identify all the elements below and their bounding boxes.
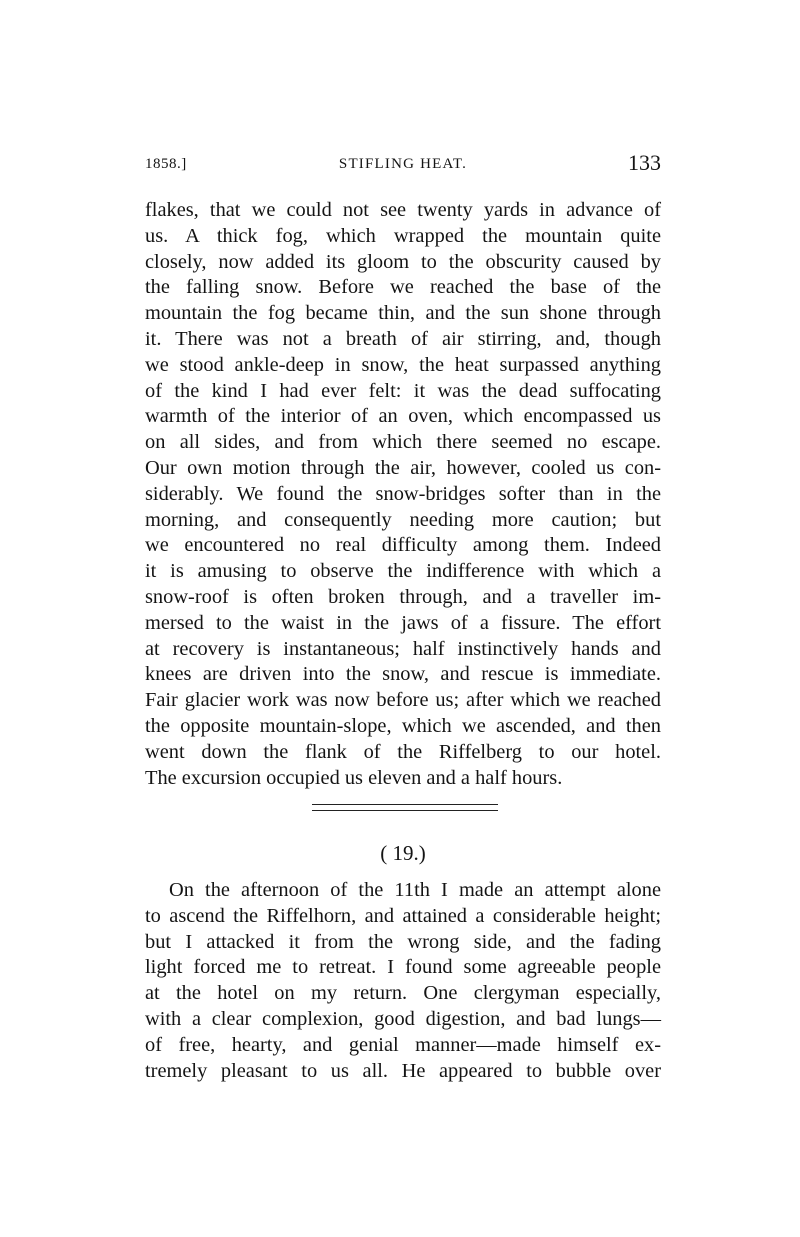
text-line: the opposite mountain-slope, which we ascended, and then <box>145 714 661 737</box>
running-head-year: 1858.] <box>145 156 187 172</box>
text-line: tremely pleasant to us all. He appeared to bubble over <box>145 1059 661 1082</box>
text-line: of free, hearty, and genial manner—made himself ex- <box>145 1033 661 1056</box>
text-line: it. There was not a breath of air stirring, and, though <box>145 327 661 350</box>
text-line: mountain the fog became thin, and the sun shone through <box>145 302 661 325</box>
text-line: the falling snow. Before we reached the base of the <box>145 276 661 299</box>
running-head <box>145 150 661 180</box>
text-line: with a clear complexion, good digestion, and bad lungs— <box>145 1007 661 1030</box>
text-line: siderably. We found the snow-bridges softer than in the <box>145 482 661 505</box>
text-line: but I attacked it from the wrong side, and the fading <box>145 930 661 953</box>
paragraph-continued <box>145 198 661 791</box>
text-line-last: The excursion occupied us eleven and a half hours. <box>145 766 563 789</box>
text-line: us. A thick fog, which wrapped the mountain quite <box>145 224 661 247</box>
section-divider-rule <box>312 804 498 811</box>
text-line: snow-roof is often broken through, and a traveller im- <box>145 585 661 608</box>
section-number: ( 19.) <box>380 841 426 865</box>
text-line: on all sides, and from which there seemed no escape. <box>145 431 661 454</box>
text-line: flakes, that we could not see twenty yards in advance of <box>145 199 661 221</box>
running-head-title: STIFLING HEAT. <box>338 156 468 172</box>
text-line: at recovery is instantaneous; half instinctively hands and <box>145 637 661 660</box>
text-line: we stood ankle-deep in snow, the heat surpassed anything <box>145 353 661 376</box>
text-line: Our own motion through the air, however, cooled us con- <box>145 456 661 479</box>
text-line: of the kind I had ever felt: it was the dead suffocating <box>145 379 661 402</box>
text-line-indented: On the afternoon of the 11th I made an attempt alone <box>169 879 661 901</box>
text-line: morning, and consequently needing more caution; but <box>145 508 661 531</box>
text-line: went down the flank of the Riffelberg to our hotel. <box>145 740 661 763</box>
text-line: mersed to the waist in the jaws of a fissure. The effort <box>145 611 661 634</box>
paragraph-new <box>145 878 661 1084</box>
text-line: knees are driven into the snow, and rescue is immediate. <box>145 663 661 686</box>
text-line: it is amusing to observe the indifference with which a <box>145 560 661 583</box>
text-line: Fair glacier work was now before us; after which we reached <box>145 689 661 712</box>
text-line: light forced me to retreat. I found some agreeable people <box>145 956 661 979</box>
page-number: 133 <box>628 150 661 175</box>
text-line: at the hotel on my return. One clergyman especially, <box>145 982 661 1005</box>
text-line: we encountered no real difficulty among them. Indeed <box>145 534 661 557</box>
text-line: closely, now added its gloom to the obscurity caused by <box>145 250 661 273</box>
text-line: to ascend the Riffelhorn, and attained a considerable height; <box>145 904 661 927</box>
text-line: warmth of the interior of an oven, which encompassed us <box>145 405 661 428</box>
